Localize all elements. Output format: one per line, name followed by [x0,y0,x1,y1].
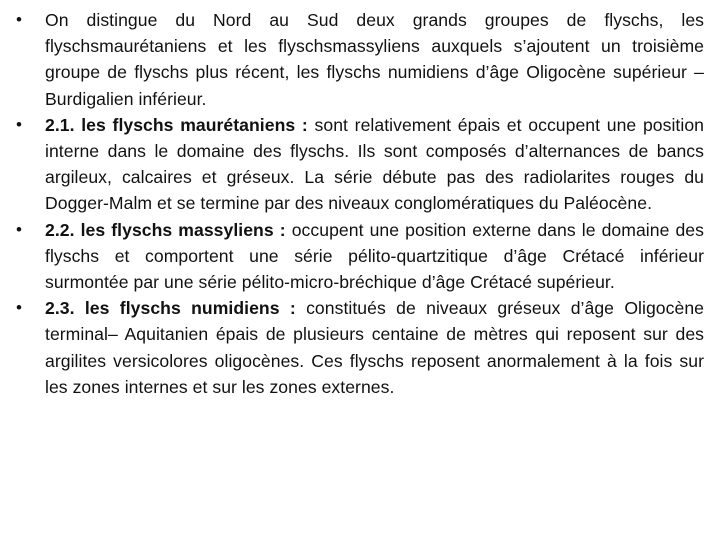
bullet-text: constitués de niveaux gréseux d’âge Oligocène terminal– Aquitanien épais de plusieurs centaine de mètres qui reposent sur des argilites versicolores oligocènes. Ces flyschs reposent anormalement à la fois sur les zones internes et sur les zones externes. [45,298,704,397]
bullet-icon: • [16,10,23,29]
bullet-heading: 2.2. les flyschs massyliens : [45,219,286,240]
bullet-text: sont relativement épais et occupent une position interne dans le domaine des flyschs. Ils sont composés d’alternances de bancs argileux, calcaires et gréseux. La série débute pas des radiolarites rouges du Dogger-Malm et se termine par des niveaux conglomératiques du Paléocène. [45,114,704,214]
bullet-text: On distingue du Nord au Sud deux grands groupes de flyschs, les flyschsmaurétaniens et les flyschsmassyliens auxquels s’ajoutent un troisième groupe de flyschs plus récent, les flyschs numidiens d’âge Oligocène supérieur – Burdigalien inférieur. [45,10,704,109]
bullet-heading: 2.3. les flyschs numidiens : [45,298,296,319]
bullet-heading: 2.1. les flyschs maurétaniens : [45,114,308,135]
bullet-item-mauretaniens [14,112,704,217]
bullet-icon: • [16,298,23,318]
bullet-text: occupent une position externe dans le domaine des flyschs et comportent une série pélito-quartzitique d’âge Crétacé inférieur surmontée par une série pélito-micro-bréchique d’âge Crétacé supérieur. [45,219,704,293]
bullet-icon: • [16,114,23,134]
bullet-item-numidiens [14,295,704,400]
bullet-item-massyliens [14,217,704,296]
bullet-list [14,7,704,400]
bullet-item-intro [14,7,704,112]
bullet-icon: • [16,219,23,239]
document-page [14,7,704,400]
